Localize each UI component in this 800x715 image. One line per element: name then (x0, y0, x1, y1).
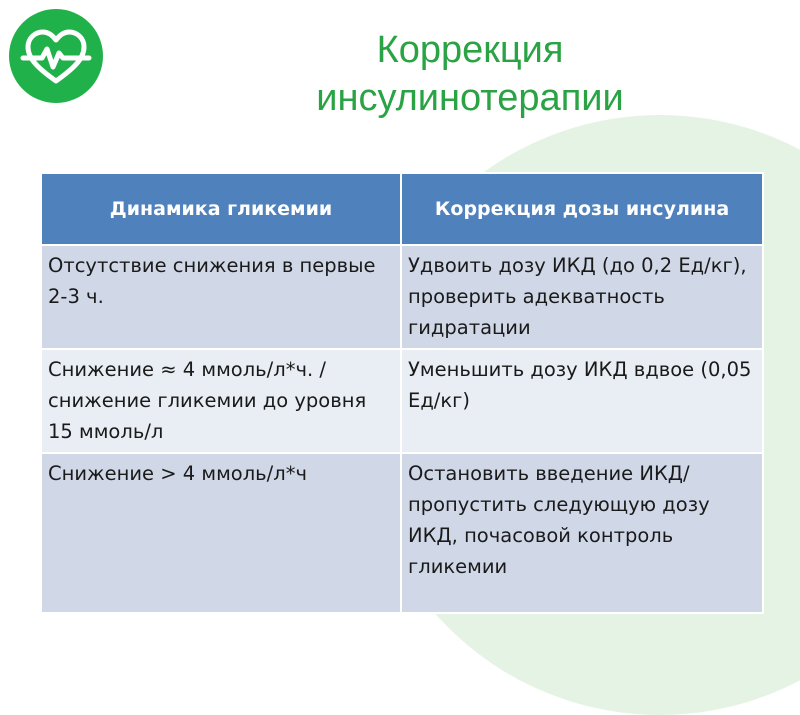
title-line-2: инсулинотерапии (316, 77, 624, 119)
cell-glycemia: Отсутствие снижения в первые 2-3 ч. (41, 245, 401, 349)
column-header-correction: Коррекция дозы инсулина (401, 173, 763, 245)
column-header-glycemia: Динамика гликемии (41, 173, 401, 245)
table-row (41, 245, 763, 349)
cell-correction: Уменьшить дозу ИКД вдвое (0,05 Ед/кг) (401, 349, 763, 453)
cell-correction: Удвоить дозу ИКД (до 0,2 Ед/кг), проверить адекватность гидратации (401, 245, 763, 349)
table-row (41, 453, 763, 613)
table-header-row (41, 173, 763, 245)
table-row (41, 349, 763, 453)
cell-glycemia: Снижение > 4 ммоль/л*ч (41, 453, 401, 613)
cell-glycemia: Снижение ≈ 4 ммоль/л*ч. / снижение гликемии до уровня 15 ммоль/л (41, 349, 401, 453)
logo (9, 9, 103, 103)
title-line-1: Коррекция (376, 29, 564, 71)
insulin-correction-table (40, 172, 764, 614)
cell-correction: Остановить введение ИКД/пропустить следующую дозу ИКД, почасовой контроль гликемии (401, 453, 763, 613)
heart-pulse-icon (9, 9, 103, 103)
page-title (270, 26, 670, 122)
